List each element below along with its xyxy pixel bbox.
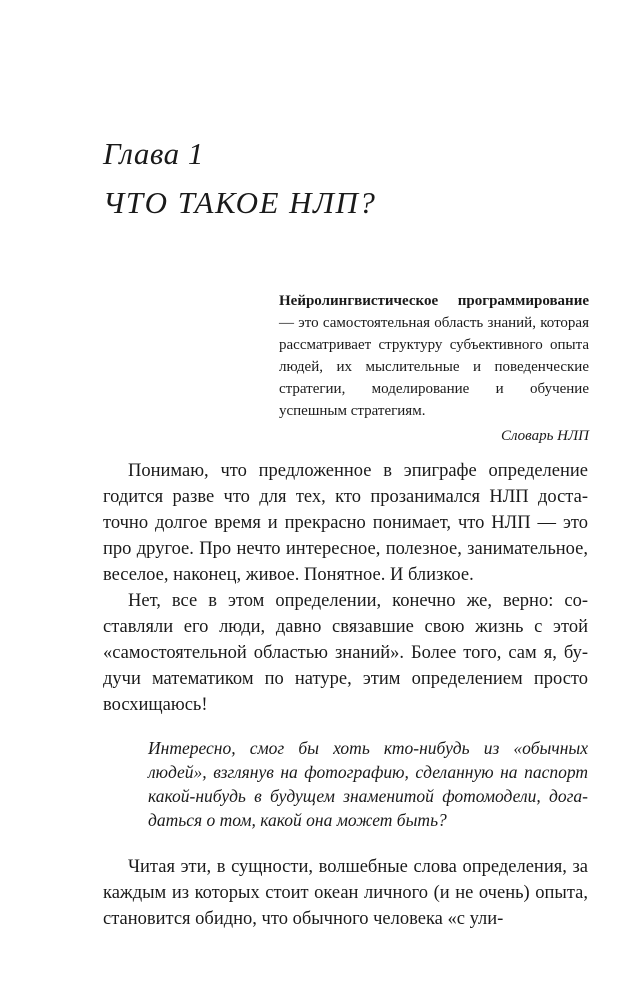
paragraph: Читая эти, в сущности, волшебные слова определения, за каждым из которых стоит океан личного (и не очень) опыта, становится обидно, что обычного человека «с ули- <box>103 857 588 929</box>
chapter-number: Глава 1 <box>103 136 204 171</box>
italic-aside: Интересно, смог бы хоть кто-нибудь из «обычных людей», взглянув на фотографию, сделанную на паспорт какой-нибудь в будущем знаменитой фотомодели, догадаться о том, какой она может быть? <box>148 738 588 830</box>
epigraph-source: Словарь НЛП <box>500 428 589 444</box>
epigraph-definition: — это самостоятельная область знаний, которая рассматривает структуру субъективного опыта людей, их мыслительные и поведенческие стратегии, моделирование и обучение успешным стратегиям. <box>279 315 589 419</box>
epigraph <box>279 290 589 447</box>
paragraph: Понимаю, что предложенное в эпиграфе определение годится разве что для тех, кто прозанимался НЛП достаточно долгое время и прекрасно понимает, что НЛП — это про другое. Про нечто интересное, полезное, занимательное, веселое, наконец, живое. Понятное. И близкое. <box>103 461 588 585</box>
chapter-title: ЧТО ТАКОЕ НЛП? <box>103 185 377 220</box>
epigraph-term: Нейролингвистическое программирование <box>279 293 589 309</box>
paragraph: Нет, все в этом определении, конечно же, верно: составляли его люди, давно связавшие свою жизнь с этой «самостоятельной областью знаний». Более того, сам я, будучи математиком по натуре, этим определением просто восхищаюсь! <box>103 591 588 715</box>
body-text <box>103 458 588 932</box>
epigraph-text <box>279 290 589 422</box>
